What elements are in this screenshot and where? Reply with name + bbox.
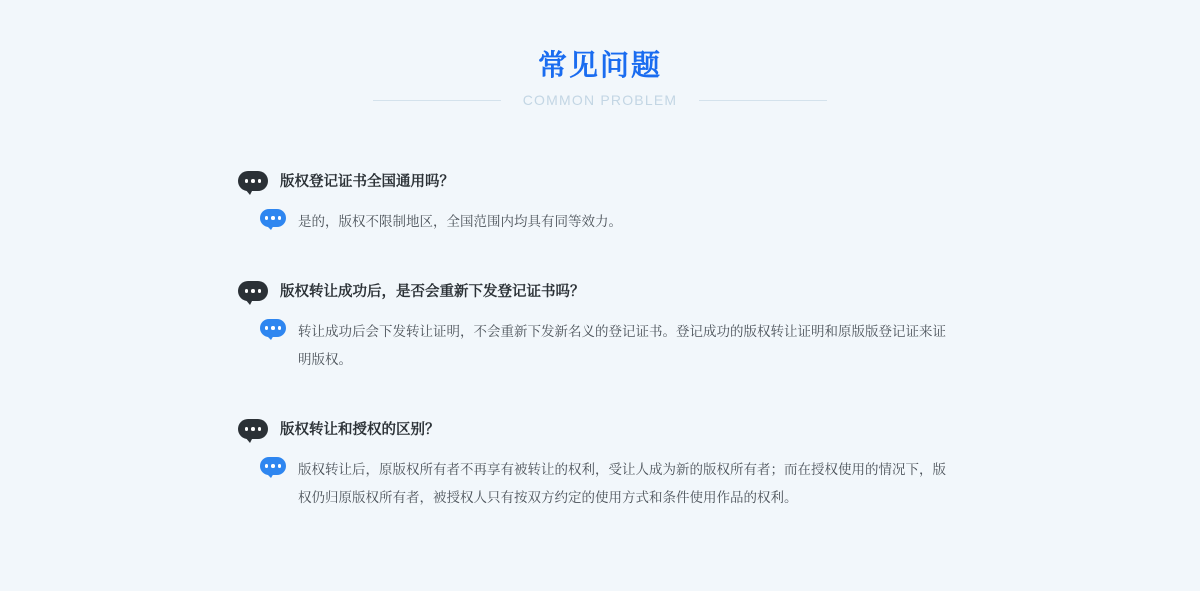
faq-question-row[interactable]	[238, 170, 960, 192]
faq-question-text: 版权登记证书全国通用吗？	[280, 174, 454, 190]
faq-item	[238, 418, 960, 512]
faq-answer-row	[238, 456, 960, 512]
speech-bubble-dark-icon	[238, 419, 268, 439]
speech-bubble-blue-icon	[260, 457, 286, 475]
faq-question-text: 版权转让成功后，是否会重新下发登记证书吗？	[280, 284, 585, 300]
divider-right	[699, 100, 827, 101]
faq-answer-text: 版权转让后，原版权所有者不再享有被转让的权利，受让人成为新的版权所有者；而在授权使用的情况下，版权仍归原版权所有者，被授权人只有按双方约定的使用方式和条件使用作品的权利。	[298, 462, 946, 505]
faq-question-row[interactable]	[238, 280, 960, 302]
page-title: 常见问题	[537, 50, 662, 82]
divider-left	[373, 100, 501, 101]
faq-question-text: 版权转让和授权的区别？	[280, 422, 440, 438]
speech-bubble-dark-icon	[238, 281, 268, 301]
subtitle-row	[0, 92, 1200, 108]
faq-answer-row	[238, 208, 960, 236]
faq-answer-text: 是的，版权不限制地区，全国范围内均具有同等效力。	[298, 214, 622, 229]
speech-bubble-blue-icon	[260, 209, 286, 227]
faq-answer-row	[238, 318, 960, 374]
speech-bubble-dark-icon	[238, 171, 268, 191]
faq-answer-text: 转让成功后会下发转让证明，不会重新下发新名义的登记证书。登记成功的版权转让证明和原版版登记证来证明版权。	[298, 324, 946, 367]
faq-list	[0, 170, 1200, 512]
page-subtitle: COMMON PROBLEM	[522, 92, 678, 108]
speech-bubble-blue-icon	[260, 319, 286, 337]
faq-question-row[interactable]	[238, 418, 960, 440]
faq-item	[238, 170, 960, 236]
page-header	[0, 0, 1200, 108]
faq-item	[238, 280, 960, 374]
